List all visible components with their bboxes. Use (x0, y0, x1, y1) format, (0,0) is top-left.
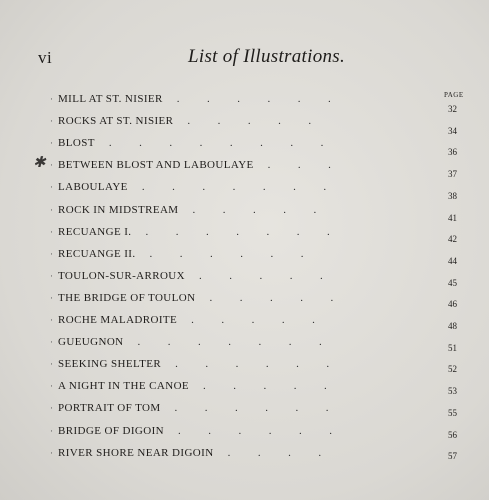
illustration-title: RECUANGE I. (58, 225, 132, 238)
bullet-dot-icon: · (50, 116, 54, 127)
illustration-title: GUEUGNON (58, 336, 124, 349)
leader-dots: . . . . . . (178, 424, 333, 437)
illustration-title: TOULON-SUR-ARROUX (58, 269, 185, 282)
bullet-dot-icon: · (50, 248, 54, 259)
leader-dots: . . . . . (192, 203, 317, 216)
page-number: 42 (448, 234, 457, 245)
leader-dots: . . . . . . . (141, 181, 327, 194)
illustration-title: THE BRIDGE OF TOULON (58, 291, 196, 304)
list-item (50, 270, 430, 286)
illustration-title: BETWEEN BLOST AND LABOULAYE (58, 159, 254, 172)
handwritten-mark-icon: ✱ (33, 155, 46, 171)
leader-dots: . . . . . (209, 291, 334, 304)
list-item (50, 380, 430, 396)
list-item (50, 159, 430, 175)
page-number: 44 (448, 255, 457, 266)
bullet-dot-icon: · (50, 337, 54, 348)
illustration-title: RIVER SHORE NEAR DIGOIN (58, 446, 214, 459)
bullet-dot-icon: · (50, 226, 54, 237)
bullet-dot-icon: · (50, 182, 54, 193)
list-item (50, 137, 430, 153)
leader-dots: . . . . . (191, 314, 315, 326)
leader-dots: . . . . . . (149, 247, 304, 260)
list-item (50, 93, 430, 109)
leader-dots: . . . . . (203, 380, 327, 393)
list-item (50, 314, 430, 330)
illustration-title: ROCKS AT ST. NISIER (58, 115, 174, 128)
page-title: List of Illustrations. (188, 46, 346, 67)
illustration-title: BRIDGE OF DIGOIN (58, 424, 165, 437)
page-number: 46 (448, 299, 457, 310)
illustration-title: RECUANGE II. (58, 247, 136, 260)
list-item (50, 248, 430, 264)
leader-dots: . . . . . . (174, 402, 329, 415)
page-column-label: PAGE (444, 91, 464, 99)
page-number: 51 (448, 342, 457, 353)
list-item (50, 226, 430, 242)
bullet-dot-icon: · (50, 270, 54, 281)
list-item (50, 447, 430, 463)
page-number: 36 (448, 147, 457, 158)
bullet-dot-icon: · (50, 94, 54, 104)
leader-dots: . . . . (227, 446, 322, 459)
illustration-title: PORTRAIT OF TOM (58, 402, 161, 415)
list-item (50, 358, 430, 374)
page-number: 34 (448, 125, 457, 136)
bullet-dot-icon: · (50, 204, 54, 215)
bullet-dot-icon: · (50, 447, 54, 458)
page-number: 53 (448, 386, 457, 397)
page-number: 41 (448, 212, 457, 223)
bullet-dot-icon: · (50, 403, 54, 414)
bullet-dot-icon: · (50, 292, 54, 303)
leader-dots: . . . . . . (175, 358, 330, 371)
list-item (50, 336, 430, 352)
list-item (50, 181, 430, 197)
leader-dots: . . . . . (199, 269, 323, 282)
bullet-dot-icon: · (50, 160, 54, 171)
bullet-dot-icon: · (50, 138, 54, 149)
page-number: 52 (448, 364, 457, 375)
bullet-dot-icon: · (50, 315, 54, 325)
page-number: 38 (448, 190, 457, 201)
list-item (50, 204, 430, 220)
list-item (50, 115, 430, 131)
illustration-title: ROCHE MALADROITE (58, 314, 178, 326)
illustration-title: A NIGHT IN THE CANOE (58, 380, 190, 393)
bullet-dot-icon: · (50, 425, 54, 436)
page-number: 32 (448, 104, 457, 114)
illustration-title: MILL AT ST. NISIER (58, 93, 163, 105)
page-roman-numeral: vi (38, 48, 53, 67)
list-item (50, 292, 430, 308)
bullet-dot-icon: · (50, 381, 54, 392)
page-number: 37 (448, 169, 457, 180)
page-number: 55 (448, 407, 457, 418)
leader-dots: . . . . . . . (145, 225, 330, 238)
page-number: 45 (448, 277, 457, 288)
illustration-title: LABOULAYE (58, 181, 128, 194)
illustration-title: BLOST (58, 137, 95, 150)
leader-dots: . . . . . . . . (108, 137, 324, 150)
leader-dots: . . . . . . . (137, 336, 322, 349)
list-item (50, 425, 430, 441)
leader-dots: . . . . . . (176, 93, 331, 105)
page-number: 56 (448, 429, 457, 440)
bullet-dot-icon: · (50, 359, 54, 370)
page-number: 48 (448, 321, 457, 331)
illustration-title: SEEKING SHELTER (58, 358, 162, 371)
illustration-title: ROCK IN MIDSTREAM (58, 203, 179, 216)
leader-dots: . . . (267, 159, 331, 172)
list-item (50, 402, 430, 418)
page-number: 57 (448, 451, 457, 462)
leader-dots: . . . . . (187, 115, 312, 128)
